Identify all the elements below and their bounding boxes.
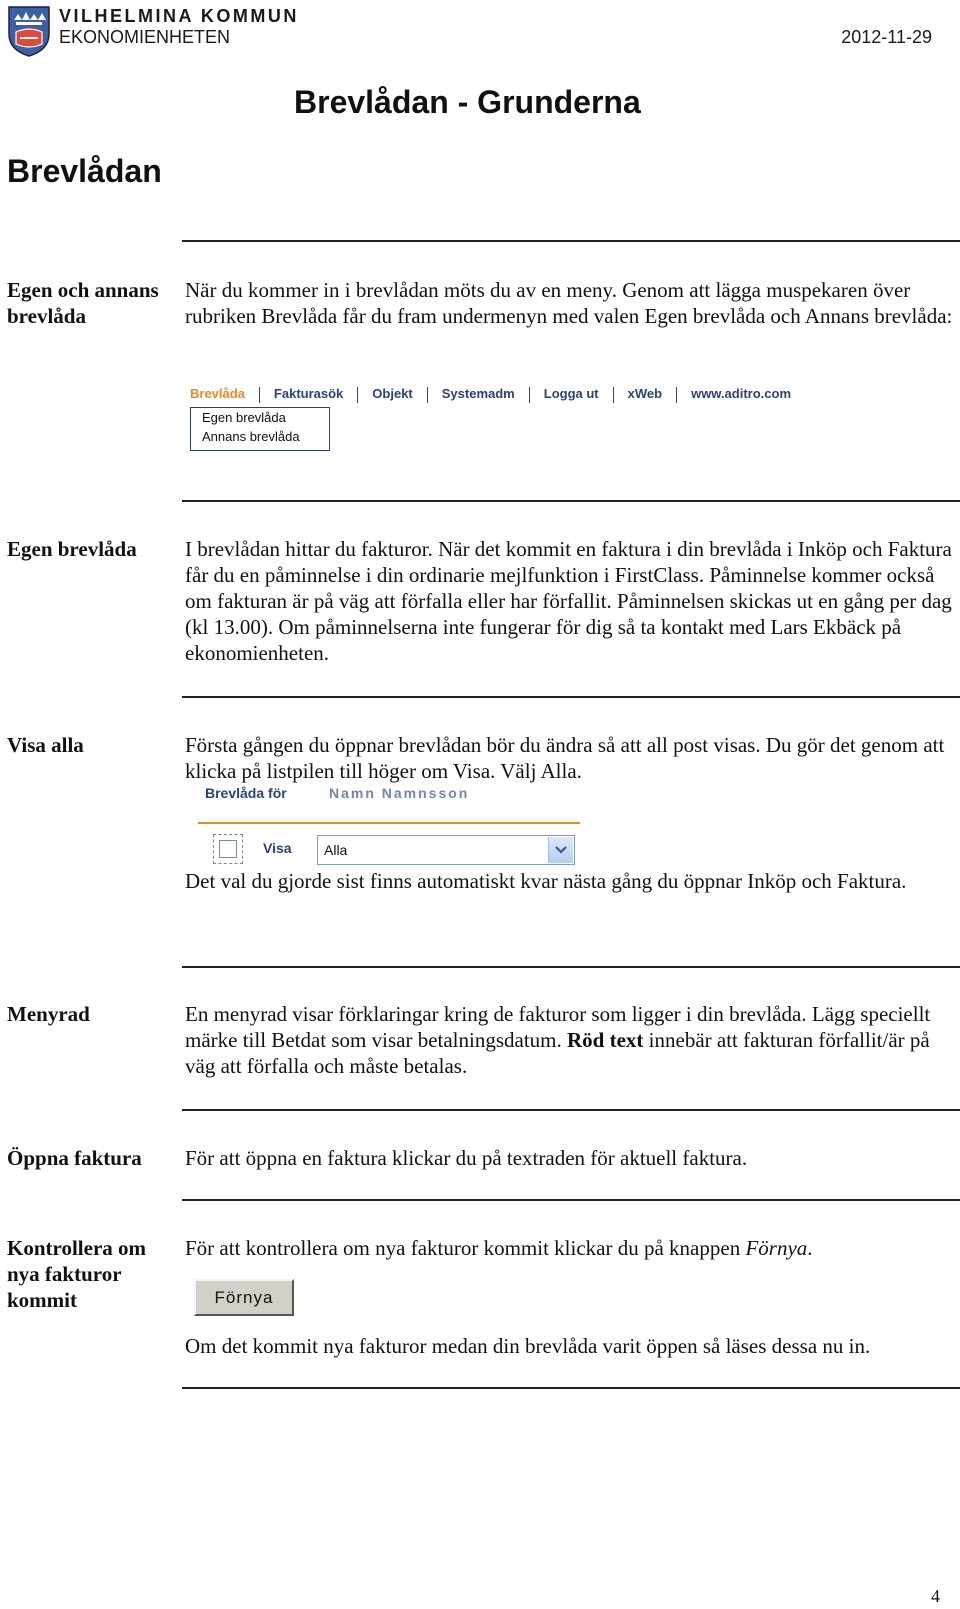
divider bbox=[182, 500, 960, 502]
text-menyrad bbox=[185, 1001, 955, 1079]
text-visa-alla-2: Det val du gjorde sist finns automatiskt kvar nästa gång du öppnar Inköp och Faktura. bbox=[185, 869, 907, 893]
menu-separator bbox=[676, 387, 677, 403]
orange-divider bbox=[198, 822, 580, 824]
municipality-crest-icon bbox=[6, 4, 52, 58]
text-kontrollera-part1: För att kontrollera om nya fakturor kommit klickar du på knappen bbox=[185, 1236, 746, 1260]
menu-item-fakturasok: Fakturasök bbox=[273, 386, 344, 401]
text-visa-alla: Första gången du öppnar brevlådan bör du ändra så att all post visas. Du gör det genom att klicka på listpilen till höger om Visa. Välj Alla. bbox=[185, 733, 945, 783]
org-department: EKONOMIENHETEN bbox=[59, 27, 231, 47]
menu-separator bbox=[529, 387, 530, 403]
menu-separator bbox=[613, 387, 614, 403]
label-oppna-faktura: Öppna faktura bbox=[7, 1146, 142, 1170]
divider bbox=[182, 1199, 960, 1201]
text-menyrad-bold: Röd text bbox=[567, 1028, 644, 1052]
text-kontrollera bbox=[185, 1235, 955, 1261]
label-visa-alla: Visa alla bbox=[7, 733, 84, 757]
document-title: Brevlådan - Grunderna bbox=[294, 84, 641, 120]
label-egen-och-annans: Egen och annans brevlåda bbox=[7, 278, 159, 328]
divider bbox=[182, 966, 960, 968]
brevlada-for-label: Brevlåda för bbox=[205, 785, 287, 801]
text-menyrad-part1: En menyrad visar förklaringar kring de fakturor som ligger i din brevlåda. Lägg speciellt märke till Betdat som visar betalningsdatum. bbox=[185, 1002, 931, 1052]
menu-item-aditro: www.aditro.com bbox=[691, 386, 791, 401]
visa-select-value: Alla bbox=[324, 842, 348, 858]
show-checkbox-focus bbox=[213, 834, 243, 864]
text-egen-brevlada: I brevlådan hittar du fakturor. När det kommit en faktura i din brevlåda i Inköp och Faktura får du en påminnelse i din ordinarie mejlfunktion i FirstClass. Påminnelse kommer också om fakturan är på väg att förfalla eller har förfallit. Påminnelsen skickas ut en gång per dag (kl 13.00). Om påminnelserna inte fungerar för dig så ta kontakt med Lars Ekbäck på ekonomienheten. bbox=[185, 537, 952, 665]
org-name: VILHELMINA KOMMUN bbox=[59, 6, 299, 26]
menu-item-xweb: xWeb bbox=[627, 386, 663, 401]
visa-select-screenshot bbox=[317, 835, 575, 865]
text-oppna-faktura: För att öppna en faktura klickar du på textraden för aktuell faktura. bbox=[185, 1146, 748, 1170]
checkbox-icon bbox=[219, 840, 237, 858]
menu-bar-screenshot bbox=[190, 386, 791, 403]
label-egen-brevlada: Egen brevlåda bbox=[7, 537, 137, 561]
menu-separator bbox=[427, 387, 428, 403]
menu-separator bbox=[357, 387, 358, 403]
divider bbox=[182, 1387, 960, 1389]
text-menyrad-part2: innebär att fakturan förfallit/är på väg att förfalla och måste betalas. bbox=[185, 1028, 930, 1078]
fornya-button[interactable]: Förnya bbox=[194, 1279, 294, 1316]
mailbox-owner-name: Namn Namnsson bbox=[329, 785, 470, 801]
document-date: 2012-11-29 bbox=[841, 27, 932, 47]
text-kontrollera-part2: . bbox=[807, 1236, 813, 1260]
section-title: Brevlådan bbox=[7, 153, 162, 189]
menu-item-objekt: Objekt bbox=[372, 386, 413, 401]
divider bbox=[182, 696, 960, 698]
page-number: 4 bbox=[931, 1586, 940, 1606]
menu-item-brevlada: Brevlåda bbox=[190, 386, 245, 401]
menu-item-logga-ut: Logga ut bbox=[543, 386, 599, 401]
divider bbox=[182, 1109, 960, 1111]
visa-label: Visa bbox=[263, 840, 292, 856]
menu-item-systemadm: Systemadm bbox=[441, 386, 515, 401]
chevron-down-icon bbox=[548, 837, 573, 863]
text-kontrollera-2: Om det kommit nya fakturor medan din brevlåda varit öppen så läses dessa nu in. bbox=[185, 1334, 871, 1358]
text-kontrollera-italic: Förnya bbox=[745, 1236, 808, 1260]
divider bbox=[182, 240, 960, 242]
submenu-item-annans: Annans brevlåda bbox=[202, 429, 300, 444]
menu-separator bbox=[259, 387, 260, 403]
submenu-screenshot bbox=[190, 407, 330, 451]
label-kontrollera: Kontrollera om nya fakturor kommit bbox=[7, 1236, 147, 1312]
submenu-item-egen: Egen brevlåda bbox=[202, 410, 286, 425]
text-egen-och-annans: När du kommer in i brevlådan möts du av en meny. Genom att lägga muspekaren över rubriken Brevlåda får du fram undermenyn med valen Egen brevlåda och Annans brevlåda: bbox=[185, 278, 953, 328]
label-menyrad: Menyrad bbox=[7, 1002, 90, 1026]
